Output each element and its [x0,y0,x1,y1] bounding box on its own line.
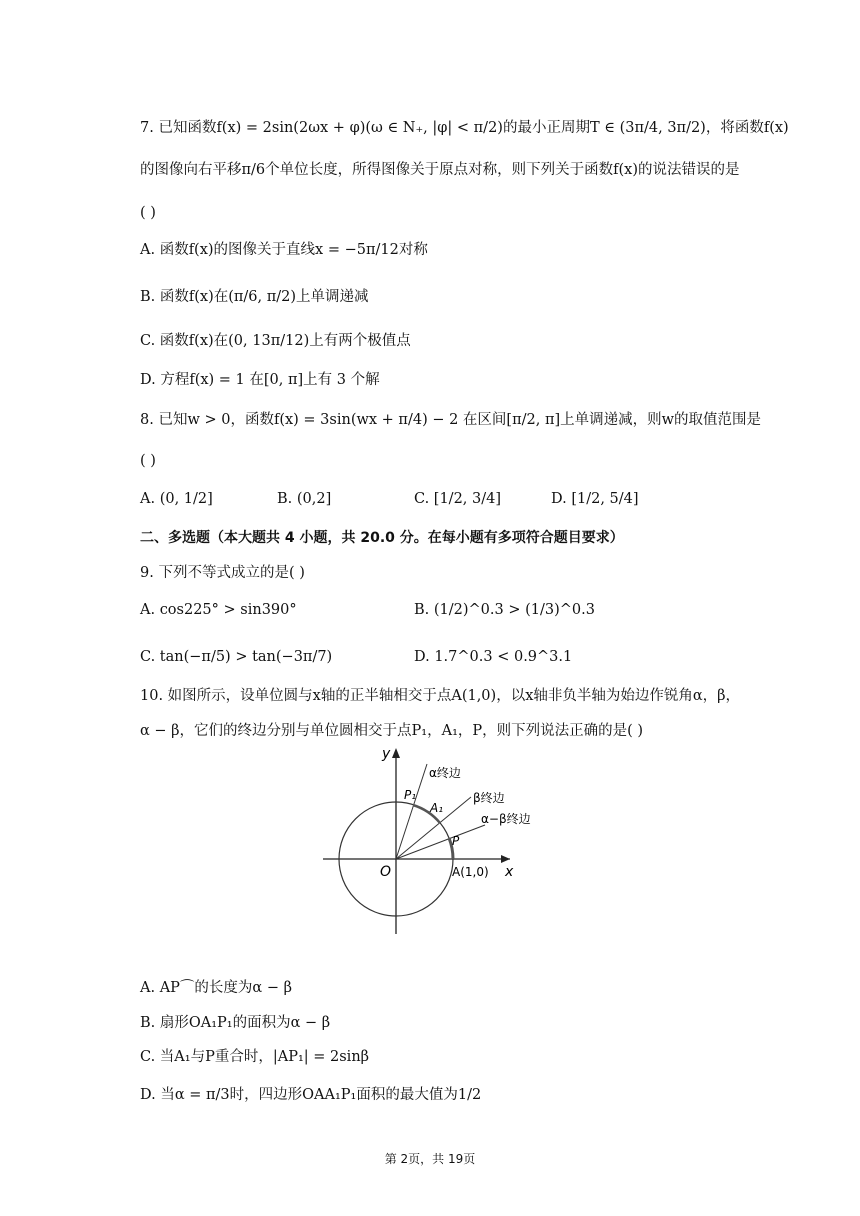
q8-stem-line1: 8. 已知w > 0，函数f(x) = 3sin(wx + π/4) − 2 在区间[π/2, π]上单调递减，则w的取值范围是 [140,412,762,428]
beta-terminal-label: β终边 [473,791,505,805]
q7-answer-blank: ( ) [140,205,156,221]
q8-option-c: C. [1/2, 3/4] [414,491,501,507]
page-footer: 第 2页，共 19页 [384,1152,476,1166]
alpha-terminal-side [396,764,427,859]
q8-answer-blank: ( ) [140,453,156,469]
point-a1-label: A₁ [430,801,444,815]
alpha-terminal-label: α终边 [429,766,461,780]
q9-option-c: C. tan(−π/5) > tan(−3π/7) [140,649,333,665]
q9-option-d: D. 1.7^0.3 < 0.9^3.1 [414,649,573,665]
x-axis-label: x [505,864,514,880]
q10-stem-line2: α − β，它们的终边分别与单位圆相交于点P₁，A₁，P，则下列说法正确的是( ) [140,723,644,739]
q10-option-c: C. 当A₁与P重合时，|AP₁| = 2sinβ [140,1049,370,1065]
q7-option-c: C. 函数f(x)在(0, 13π/12)上有两个极值点 [140,333,411,349]
unit-circle-figure [315,742,555,938]
point-a-label: A(1,0) [452,865,489,879]
q9-option-b: B. (1/2)^0.3 > (1/3)^0.3 [414,602,595,618]
x-axis-arrow [501,855,510,863]
q9-stem: 9. 下列不等式成立的是( ) [140,565,305,581]
q8-option-d: D. [1/2, 5/4] [551,491,639,507]
y-axis-arrow [392,748,400,758]
q7-stem-line2: 的图像向右平移π/6个单位长度，所得图像关于原点对称，则下列关于函数f(x)的说法错误的是 [140,162,740,178]
q7-option-b: B. 函数f(x)在(π/6, π/2)上单调递减 [140,289,369,305]
q8-option-a: A. (0, 1/2] [140,491,213,507]
q10-option-b: B. 扇形OA₁P₁的面积为α − β [140,1015,331,1031]
q10-stem-line1: 10. 如图所示，设单位圆与x轴的正半轴相交于点A(1,0)，以x轴非负半轴为始边作锐角α，β， [140,688,741,704]
alpha-minus-beta-terminal-label: α−β终边 [481,812,531,826]
y-axis-label: y [382,746,391,762]
point-p-label: P [452,834,460,848]
point-p1-label: P₁ [404,788,417,802]
q8-option-b: B. (0,2] [277,491,332,507]
origin-label: O [380,864,392,880]
alpha-minus-beta-terminal-side [396,825,485,859]
q7-option-a: A. 函数f(x)的图像关于直线x = −5π/12对称 [140,242,428,258]
section-heading-multi-choice: 二、多选题（本大题共 4 小题，共 20.0 分。在每小题有多项符合题目要求） [140,530,624,546]
q7-stem-line1: 7. 已知函数f(x) = 2sin(2ωx + φ)(ω ∈ N₊, |φ| < π/2)的最小正周期T ∈ (3π/4, 3π/2)，将函数f(x) [140,120,789,136]
q10-option-d: D. 当α = π/3时，四边形OAA₁P₁面积的最大值为1/2 [140,1087,482,1103]
q10-option-a: A. AP⌒的长度为α − β [140,980,292,996]
q9-option-a: A. cos225° > sin390° [140,602,297,618]
q7-option-d: D. 方程f(x) = 1 在[0, π]上有 3 个解 [140,372,380,388]
